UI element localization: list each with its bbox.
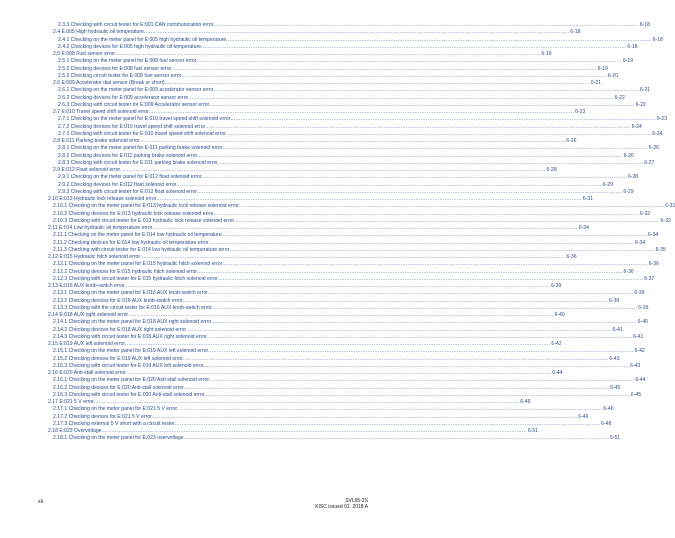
toc-leader-dots (230, 116, 655, 123)
toc-leader-dots (209, 240, 634, 247)
toc-leader-dots (125, 283, 550, 290)
toc-entry-title: 2.9.3 Checking with circuit tester for E:012 float solenoid error (58, 188, 198, 195)
toc-leader-dots (208, 290, 633, 297)
toc-entry-title: 2.13 E:016 AUX knob-switch error (48, 283, 125, 289)
toc-entry-title: 2.12.3 Checking with circuit tester for E:015 hydraulic hitch solenoid error (53, 275, 218, 282)
toc-entry[interactable] (48, 138, 577, 145)
toc-entry-page: 6-31 (665, 203, 675, 210)
toc-entry[interactable] (48, 326, 623, 334)
toc-entry-page: 6-39 (551, 283, 562, 289)
toc-entry-title: 2.17.1 Checking on the meter panel for E:021 5 V error (53, 406, 178, 413)
toc-entry-page: 6-28 (546, 167, 557, 173)
toc-entry[interactable] (48, 297, 620, 305)
toc-leader-dots (171, 66, 596, 73)
toc-leader-dots (214, 211, 639, 218)
toc-entry-title: 2.4 E:005 High hydraulic oil temperature (53, 29, 144, 36)
toc-entry-title: 2.17.2 Checking devices for E:021 5 V error (53, 413, 152, 420)
toc-entry-page: 6-34 (635, 239, 646, 246)
toc-entry-page: 6-34 (648, 232, 659, 239)
toc-leader-dots (222, 232, 647, 239)
toc-leader-dots (183, 356, 608, 363)
toc-leader-dots (218, 276, 643, 283)
toc-entry[interactable] (48, 29, 581, 36)
toc-leader-dots (120, 167, 545, 174)
toc-entry-page: 6-36 (566, 254, 577, 260)
toc-entry-page: 6-41 (612, 326, 623, 333)
toc-entry-page: 6-20 (607, 72, 619, 79)
toc-leader-dots (102, 428, 527, 435)
toc-entry-page: 6-24 (652, 130, 663, 137)
toc-entry-page: 6-41 (633, 333, 644, 340)
toc-leader-dots (140, 138, 565, 145)
toc-leader-dots (222, 145, 647, 152)
toc-entry-page: 6-44 (552, 370, 563, 376)
toc-entry[interactable] (48, 268, 634, 276)
toc-entry-title: 2.11.3 Checking with circuit tester for E:014 low hydraulic oil temperature error (53, 246, 230, 253)
toc-entry-title: 2.6 E:009 Accelerator dial sensor (Break or short) (53, 80, 165, 86)
toc-entry-title: 2.13.3 Checking with the circuit tester for E:016 AUX knob-switch error (53, 304, 212, 311)
toc-entry[interactable] (48, 333, 644, 341)
toc-entry-page: 6-43 (609, 355, 620, 362)
toc-leader-dots (207, 334, 632, 341)
toc-entry-title: 2.16.3 Checking with circuit tester for E:020 Anti-stall solenoid error (53, 391, 205, 398)
toc-leader-dots (152, 225, 577, 232)
toc-entry-title: 2.14.3 Checking with circuit tester for E:018 AUX right solenoid error (53, 333, 207, 340)
toc-entry-title: 2.14.1 Checking on the meter panel for E:018 AUX right solenoid error (53, 319, 212, 326)
toc-entry-page: 6-18 (639, 22, 650, 28)
toc-entry-title: 2.6.1 Checking on the meter panel for E:009 accelerator sensor error (58, 87, 214, 94)
toc-entry-page: 6-26 (566, 138, 577, 144)
toc-entry-page: 6-35 (655, 246, 666, 253)
toc-entry-page: 6-37 (644, 275, 655, 282)
toc-entry-title: 2.3.3 Checking with circuit tester for E:001 CAN communication error (58, 22, 214, 28)
toc-entry-page: 6-22 (614, 94, 625, 101)
toc-entry-page: 6-42 (551, 341, 562, 347)
toc-entry-title: 2.16 E:020 Anti-stall solenoid error (48, 370, 126, 376)
toc-entry[interactable] (48, 203, 675, 210)
toc-entry-page: 6-48 (601, 420, 612, 427)
toc-entry-page: 6-23 (575, 109, 586, 115)
toc-entry[interactable] (48, 261, 659, 268)
toc-entry-page: 6-40 (637, 319, 648, 326)
toc-leader-dots (149, 109, 574, 116)
toc-entry-page: 6-19 (622, 58, 634, 65)
toc-entry-title: 2.15.3 Checking with circuit tester for E:019 AUX left solenoid error (53, 362, 204, 369)
toc-entry[interactable] (48, 65, 608, 73)
toc-leader-dots (234, 218, 659, 225)
toc-entry-page: 6-31 (582, 196, 594, 202)
toc-entry[interactable] (48, 80, 602, 87)
toc-leader-dots (226, 37, 651, 44)
toc-entry-page: 6-39 (634, 290, 645, 297)
toc-entry[interactable] (48, 94, 625, 102)
toc-entry-title: 2.9.1 Checking on the meter panel for E:012 float solenoid error (58, 174, 202, 181)
toc-entry-title: 2.7.3 Checking with circuit tester for E:010 travel speed shift solenoid error (58, 130, 226, 137)
toc-entry-title: 2.6.3 Checking with circuit tester for E:009 Accelerator sensor error (58, 101, 210, 108)
toc-entry[interactable] (48, 152, 634, 160)
toc-entry-title: 2.10.2 Checking devices for E:013 hydraulic lock release solenoid error (53, 210, 214, 217)
toc-entry-page: 6-46 (578, 413, 589, 420)
toc-entry-title: 2.14 E:018 AUX right solenoid error (48, 312, 129, 318)
toc-entry-title: 2.16.2 Checking devices for E:020 Anti-stall solenoid error (53, 384, 184, 391)
toc-entry-title: 2.9 E:012 Float solenoid error (53, 167, 121, 173)
page-number: xii (38, 499, 44, 505)
toc-entry-title: 2.13.1 Checking on the meter panel for E:016 AUX knob-switch error (53, 290, 208, 297)
toc-entry-page: 6-36 (648, 261, 659, 268)
toc-entry-page: 6-43 (630, 362, 641, 369)
toc-entry-title: 2.8 E:011 Parking brake solenoid error (53, 138, 140, 144)
toc-entry-title: 2.16.1 Checking on the meter panel for E:020 Anti-stall solenoid error (53, 377, 210, 384)
toc-entry-page: 6-51 (527, 428, 539, 434)
toc-entry-title: 2.5.3 Checking circuit tester for E:008 fuel sensor error (58, 72, 182, 79)
toc-leader-dots (204, 363, 629, 370)
toc-entry-title: 2.8.2 Checking devices for E:011 parking brake solenoid error (58, 152, 198, 159)
toc-entry[interactable] (48, 341, 562, 348)
toc-entry-page: 6-19 (597, 65, 608, 72)
toc-entry-title: 2.10 E:013 Hydraulic lock release solenoid error (48, 196, 157, 202)
toc-leader-dots (229, 247, 654, 254)
toc-leader-dots (183, 298, 608, 305)
toc-entry[interactable] (48, 384, 621, 392)
toc-entry-page: 6-18 (570, 29, 581, 36)
toc-entry-title: 2.7.1 Checking on the meter panel for E:010 travel speed shift solenoid error (58, 116, 231, 123)
toc-entry[interactable] (48, 109, 586, 116)
toc-leader-dots (188, 95, 613, 102)
toc-entry[interactable] (48, 304, 649, 312)
toc-leader-dots (218, 160, 643, 167)
toc-entry[interactable] (48, 435, 621, 442)
toc-entry[interactable] (48, 123, 642, 131)
toc-entry-page: 6-18 (652, 36, 663, 43)
toc-entry-title: 2.4.1 Checking on the meter panel for E:005 high hydraulic oil temperature (58, 36, 227, 43)
toc-entry-page: 6-21 (639, 87, 651, 94)
toc-entry[interactable] (48, 51, 552, 58)
toc-entry-title: 2.8.1 Checking on the meter panel for E:011 parking brake solenoid error (58, 145, 223, 152)
toc-entry[interactable] (48, 420, 612, 428)
toc-leader-dots (213, 87, 638, 94)
toc-entry-page: 6-26 (623, 152, 634, 159)
toc-entry[interactable] (48, 36, 663, 44)
toc-entry[interactable] (48, 116, 668, 123)
toc-entry-page: 6-39 (609, 297, 620, 304)
toc-entry-page: 6-28 (627, 174, 639, 181)
toc-leader-dots (208, 348, 633, 355)
toc-entry[interactable] (48, 275, 655, 283)
toc-leader-dots (213, 22, 638, 29)
toc-leader-dots (202, 174, 627, 181)
toc-entry[interactable] (48, 22, 650, 29)
toc-leader-dots (125, 341, 550, 348)
toc-entry-title: 2.15 E:019 AUX left solenoid error (48, 341, 126, 347)
toc-entry[interactable] (48, 101, 646, 109)
toc-entry-title: 2.13.2 Checking devices for E:016 AUX knob-switch error (53, 297, 183, 304)
toc-entry-page: 6-21 (590, 80, 602, 86)
toc-entry[interactable] (48, 232, 659, 239)
toc-entry[interactable] (48, 348, 645, 355)
toc-entry-page: 6-26 (648, 145, 659, 152)
toc-entry-page: 6-36 (623, 268, 634, 275)
toc-entry-page: 6-45 (630, 391, 642, 398)
toc-leader-dots (211, 319, 636, 326)
toc-leader-dots (222, 261, 647, 268)
toc-leader-dots (197, 189, 622, 196)
toc-entry-page: 6-19 (541, 51, 552, 57)
toc-entry-page: 6-40 (554, 312, 565, 318)
toc-entry[interactable] (48, 181, 613, 189)
toc-leader-dots (165, 80, 590, 87)
toc-entry-page: 6-29 (602, 181, 613, 188)
toc-entry[interactable] (48, 130, 663, 138)
toc-leader-dots (209, 102, 634, 109)
toc-entry[interactable] (48, 377, 646, 384)
toc-entry-title: 2.7 E:010 Travel speed shift solenoid error (53, 109, 149, 115)
toc-entry-page: 6-24 (631, 123, 642, 130)
toc-entry-title: 2.8.3 Checking with circuit tester for E:011 parking brake solenoid error (58, 159, 218, 166)
toc-entry-title: 2.18 E:023 Overvoltage (48, 428, 102, 434)
toc-entry-page: 6-18 (627, 43, 638, 50)
toc-entry-title: 2.17 E:021 5 V error (48, 399, 94, 405)
toc-entry[interactable] (48, 428, 539, 435)
toc-leader-dots (144, 29, 569, 36)
toc-entry-title: 2.6.2 Checking devices for E:009 accelerator sensor error (58, 94, 189, 101)
toc-entry[interactable] (48, 159, 655, 167)
toc-entry[interactable] (48, 72, 619, 80)
toc-entry-page: 6-46 (520, 399, 531, 405)
toc-entry-title: 2.15.1 Checking on the meter panel for E:019 AUX left solenoid error (53, 348, 209, 355)
toc-entry-page: 6-39 (638, 304, 649, 311)
toc-entry-page: 6-22 (635, 101, 646, 108)
toc-entry-page: 6-42 (634, 348, 645, 355)
toc-entry[interactable] (48, 239, 646, 247)
toc-entry[interactable] (48, 174, 639, 181)
toc-leader-dots (212, 305, 637, 312)
toc-entry-title: 2.12 E:015 Hydraulic hitch solenoid error (48, 254, 141, 260)
toc-entry-title: 2.11.1 Checking on the meter panel for E:014 low hydraulic oil temperature (53, 232, 222, 239)
toc-entry-page: 6-44 (635, 377, 646, 384)
toc-entry-title: 2.12.1 Checking on the meter panel for E:015 hydraulic hitch solenoid error (53, 261, 223, 268)
toc-leader-dots (175, 421, 600, 428)
toc-entry[interactable] (48, 399, 531, 406)
toc-leader-dots (197, 153, 622, 160)
toc-entry[interactable] (48, 370, 563, 377)
toc-entry-title: 2.15.2 Checking devices for E:019 AUX left solenoid error (53, 355, 183, 362)
toc-leader-dots (197, 269, 622, 276)
toc-leader-dots (152, 414, 577, 421)
toc-leader-dots (94, 399, 519, 406)
toc-entry-title: 2.5.1 Checking on the meter panel for E:008 fuel sensor error (58, 58, 197, 65)
toc-leader-dots (209, 377, 634, 384)
toc-entry[interactable] (48, 254, 577, 261)
toc-entry-title: 2.17.3 Checking external 5 V short with a circuit tester (53, 420, 175, 427)
toc-entry-title: 2.10.3 Checking with circuit tester for E:013 hydraulic lock release solenoid error (53, 217, 235, 224)
toc-leader-dots (205, 124, 630, 131)
toc-entry[interactable] (48, 225, 589, 232)
toc-entry[interactable] (48, 145, 659, 152)
toc-entry-page: 6-32 (639, 210, 651, 217)
toc-entry[interactable] (48, 355, 620, 363)
toc-entry-page: 6-29 (623, 188, 634, 195)
toc-entry-page: 6-51 (609, 435, 621, 442)
toc-entry[interactable] (48, 188, 634, 196)
toc-leader-dots (226, 131, 651, 138)
toc-leader-dots (181, 73, 606, 80)
toc-leader-dots (186, 327, 611, 334)
toc-entry[interactable] (48, 283, 562, 290)
toc-entry-page: 6-45 (610, 384, 621, 391)
toc-entry[interactable] (48, 196, 594, 203)
toc-entry[interactable] (48, 43, 638, 51)
toc-entry[interactable] (48, 413, 589, 421)
toc-leader-dots (126, 370, 551, 377)
toc-leader-dots (201, 44, 626, 51)
toc-entry-page: 6-27 (644, 159, 655, 166)
toc-entry[interactable] (48, 58, 634, 65)
toc-entry-title: 2.12.2 Checking devices for E:015 hydraulic hitch solenoid error (53, 268, 198, 275)
toc-entry[interactable] (48, 391, 642, 399)
toc-entry-title: 2.5.2 Checking devices for E:008 fuel sensor error (58, 65, 172, 72)
document-code: SVL95-2S (345, 498, 368, 504)
toc-entry[interactable] (48, 167, 557, 174)
toc-leader-dots (184, 385, 609, 392)
toc-entry-title: 2.14.2 Checking devices for E:018 AUX right solenoid error (53, 326, 187, 333)
toc-entry[interactable] (48, 406, 614, 413)
toc-leader-dots (239, 203, 664, 210)
table-of-contents (48, 22, 675, 443)
toc-leader-dots (204, 392, 629, 399)
toc-entry-title: 2.7.2 Checking devices for E:010 travel speed shift solenoid error (58, 123, 206, 130)
toc-leader-dots (196, 58, 621, 65)
toc-entry-title: 2.11.2 Checking devices for E:014 low hydraulic oil temperature error (53, 239, 209, 246)
toc-entry-page: 6-34 (578, 225, 589, 231)
toc-entry[interactable] (48, 319, 648, 326)
toc-entry-title: 2.11 E:014 Low hydraulic oil temperature error (48, 225, 153, 231)
toc-entry[interactable] (48, 362, 641, 370)
issue-info: KISC issued 01, 2018 A (315, 504, 368, 511)
toc-leader-dots (115, 51, 540, 58)
toc-entry[interactable] (48, 312, 565, 319)
toc-entry-page: 6-23 (656, 116, 668, 123)
toc-entry[interactable] (48, 290, 645, 297)
document-info (315, 498, 368, 511)
toc-leader-dots (140, 254, 565, 261)
toc-entry-title: 2.5 E:008 Fuel sensor error (53, 51, 116, 57)
toc-entry-page: 6-32 (660, 217, 671, 224)
toc-leader-dots (176, 182, 601, 189)
toc-leader-dots (156, 196, 581, 203)
toc-entry-title: 2.10.1 Checking on the meter panel for E:013 hydraulic lock release solenoid error (53, 203, 239, 210)
toc-leader-dots (177, 406, 602, 413)
toc-entry-title: 2.4.2 Checking devices for E:005 high hydraulic oil temperature (58, 43, 201, 50)
toc-entry-title: 2.9.2 Checking devices for E:012 float solenoid error (58, 181, 177, 188)
toc-entry[interactable] (48, 210, 651, 218)
toc-entry-title: 2.18.1 Checking on the meter panel for E:023 overvoltage (53, 435, 184, 442)
toc-entry[interactable] (48, 217, 671, 225)
toc-leader-dots (184, 435, 609, 442)
toc-entry[interactable] (48, 87, 651, 94)
toc-leader-dots (128, 312, 553, 319)
toc-entry-page: 6-46 (603, 406, 614, 413)
toc-entry[interactable] (48, 246, 666, 254)
